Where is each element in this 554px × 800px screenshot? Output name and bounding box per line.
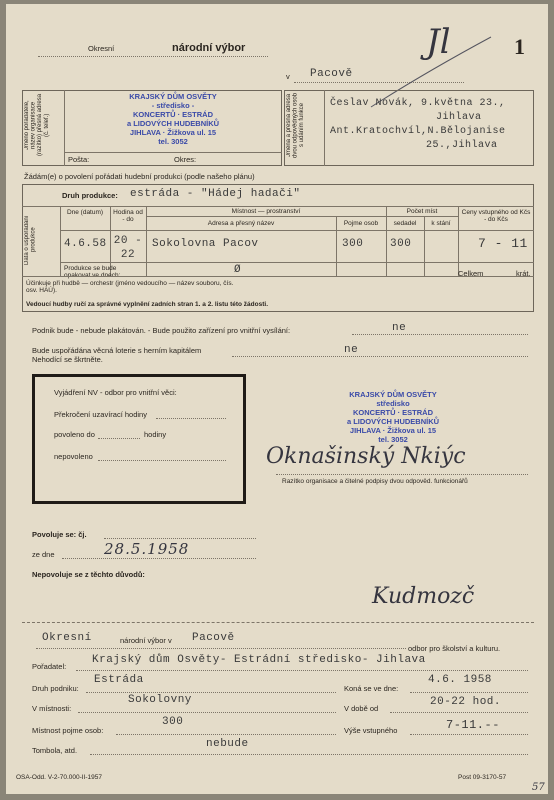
organizer-divider [64, 90, 65, 166]
col-pocet: Počet míst [406, 208, 438, 215]
druh-label: Druh produkce: [62, 191, 118, 200]
bottom-line [90, 754, 528, 755]
bottom-line [36, 648, 406, 649]
hodina-value: 20 - 22 [113, 235, 143, 262]
col-sedadel: sedadel [393, 220, 417, 227]
bottom-line [410, 734, 528, 735]
ze-dne-label: ze dne [32, 550, 55, 559]
col-dne: Dne (datum) [66, 209, 104, 216]
table-line [60, 230, 534, 231]
pojme-value: 300 [342, 238, 364, 250]
col-mistnost: Místnost — prostranství [231, 208, 301, 215]
stamp-line: JIHLAVA · Žižkova ul. 15 [349, 426, 437, 435]
podnik-line [352, 334, 528, 335]
footer-corner: 57 [532, 782, 545, 793]
stamp-line: KONCERTŮ · ESTRÁD [353, 408, 433, 417]
responsible-line-1: Česlav Novák, 9.května 23., [330, 98, 506, 109]
bottom-okresni: Okresní [42, 632, 92, 644]
povoluje-label: Povoluje se: čj. [32, 530, 87, 539]
organizer-stamp [98, 92, 248, 146]
loterie-line [232, 356, 528, 357]
cut-line [22, 622, 534, 623]
druh-value: estráda - "Hádej hadači" [130, 188, 301, 200]
poradatel-value: Krajský dům Osvěty- Estrádní středisko- Jihlava [92, 654, 426, 666]
podnik-value: ne [392, 322, 407, 334]
kona-label: Koná se ve dne: [344, 684, 399, 693]
poradatel-label: Pořadatel: [32, 662, 67, 671]
bottom-line [78, 712, 336, 713]
celkem-label: Celkem [458, 269, 484, 278]
bottom-odbor: odbor pro školství a kulturu. [408, 644, 501, 653]
form-page [6, 4, 548, 794]
responsible-line-4: 25.,Jihlava [426, 140, 498, 151]
povoluje-line [104, 538, 256, 539]
opakovat-label: Produkce se bude opakovat ve dnech: [64, 265, 121, 280]
stamp-line: - středisko - [151, 101, 195, 110]
stamp-line: KRAJSKÝ DŮM OSVĚTY [349, 390, 437, 399]
dobe-label: V době od [344, 704, 379, 713]
nv-hodiny: hodiny [144, 430, 167, 439]
table-divider [60, 206, 61, 276]
footer-right: Post 09-3170-57 [458, 774, 507, 781]
organizer-footer-line [64, 152, 282, 153]
table-line [22, 276, 534, 277]
dne-value: 4.6.58 [64, 238, 107, 250]
table-line [60, 262, 534, 263]
stamp-line: a LIDOVÝCH HUDEBNÍKŮ [126, 119, 220, 128]
header-signature: Jl [426, 22, 451, 62]
table-line [146, 216, 458, 217]
col-hodina: Hodina od - do [113, 209, 143, 224]
header-v-label: v [286, 72, 290, 81]
production-side-label: Data o uspořádání produkce [24, 215, 37, 265]
nepovoluje-label: Nepovoluje se z těchto důvodů: [32, 570, 145, 579]
responsible-divider [324, 90, 325, 166]
bottom-line [76, 670, 528, 671]
organizer-signatures: Oknašinský Nkiýc [266, 444, 466, 469]
organizer-stamp-2 [318, 390, 468, 444]
nv-line [98, 460, 226, 461]
nv-line [156, 418, 226, 419]
okres-label: Okres: [174, 155, 197, 164]
table-divider [458, 206, 459, 276]
nv-prekroceni: Překročení uzavírací hodiny [54, 410, 147, 419]
footer-left: OSA-Odd. V-2-70.000-II-1957 [16, 774, 102, 781]
vyse-value: 7-11.-- [446, 718, 500, 732]
druh-podniku-label: Druh podniku: [32, 684, 79, 693]
mistnosti-label: V místnosti: [32, 704, 72, 713]
header-town: Pacově [310, 68, 353, 80]
responsible-line-3: Ant.Kratochvíl,N.Bělojanise [330, 126, 506, 137]
druh-podniku-value: Estráda [94, 674, 144, 686]
responsible-side-label: Jména a přesná adresa dvou odpovědných osob s udáním funkce [286, 92, 306, 158]
request-text: Žádám(e) o povolení pořádati hudební produkci (podle našeho plánu) [24, 172, 255, 181]
stamp-line: JIHLAVA · Žižkova ul. 15 [129, 128, 217, 137]
stamp-line: KRAJSKÝ DŮM OSVĚTY [129, 92, 217, 101]
vyse-label: Výše vstupného [344, 726, 398, 735]
vedouci-label: Vedoucí hudby ručí za správné vyplnění zadních stran 1. a 2. listu této žádosti. [26, 301, 269, 308]
loterie-value: ne [344, 344, 359, 356]
approval-signature: Kudmozč [372, 584, 475, 609]
krat-label: krát. [516, 269, 531, 278]
ucinkuje-label: Účinkuje při hudbě — orchestr (jméno vedoucího — název souboru, čís. osv. HAÚ). [26, 280, 234, 295]
opakovat-value: Ø [234, 264, 242, 276]
header-narodni-vybor: národní výbor [172, 42, 246, 54]
ceny-value: 7 - 11 [478, 236, 528, 251]
stamp-line: a LIDOVÝCH HUDEBNÍKŮ [346, 417, 440, 426]
tombola-value: nebude [206, 738, 249, 750]
bottom-line [86, 692, 336, 693]
col-ceny: Ceny vstupného od Kčs - do Kčs [461, 209, 531, 224]
stamp-line: tel. 3052 [378, 435, 408, 444]
responsible-line-2: Jihlava [436, 112, 482, 123]
nv-povoleno-do: povoleno do [54, 430, 95, 439]
nv-line [98, 438, 140, 439]
bottom-line [410, 692, 528, 693]
stamp-line: tel. 3052 [158, 137, 188, 146]
bottom-town: Pacově [192, 632, 235, 644]
col-adresa: Adresa a přesný název [207, 220, 275, 227]
ze-dne-line [62, 558, 256, 559]
col-stani: k stání [431, 220, 451, 227]
stamp-line: KONCERTŮ · ESTRÁD [133, 110, 213, 119]
dobe-value: 20-22 hod. [430, 696, 502, 708]
posta-label: Pošta: [68, 155, 90, 164]
bottom-line [390, 712, 528, 713]
signature-caption: Razítko organisace a čitelné podpisy dvou odpověd. funkcionářů [282, 478, 468, 485]
pojme-value-bottom: 300 [162, 716, 184, 728]
nv-title: Vyjádření NV - odbor pro vnitřní věci: [54, 388, 177, 397]
col-pojme: Pojme osob [343, 220, 379, 227]
header-dotline [38, 56, 268, 57]
stamp-line: středisko [376, 399, 410, 408]
signature-line [276, 474, 528, 475]
sedadel-value: 300 [390, 238, 412, 250]
kona-value: 4.6. 1958 [428, 674, 492, 686]
nv-nepovoleno: nepovoleno [54, 452, 93, 461]
loterie-label-2: Nehodící se škrtněte. [32, 355, 103, 364]
tombola-label: Tombola, atd. [32, 746, 78, 755]
pojme-label: Místnost pojme osob: [32, 726, 104, 735]
ze-dne-value: 28.5.1958 [104, 540, 190, 558]
header-okresni: Okresní [88, 44, 115, 53]
bottom-line [116, 734, 336, 735]
bottom-narodni-vybor: národní výbor v [120, 636, 172, 645]
podnik-label: Podnik bude - nebude plakátován. - Bude použito zařízení pro vnitřní vysílání: [32, 326, 291, 335]
mistnosti-value: Sokolovny [128, 694, 192, 706]
sheet-number: 1 [514, 34, 525, 59]
organizer-side-label: Jméno pořadatele, název organisace (razítko) přesná adresa (č. telef.) [24, 93, 50, 157]
adresa-value: Sokolovna Pacov [152, 238, 259, 250]
loterie-label-1: Bude uspořádána věcná loterie s herním kapitálem [32, 346, 202, 355]
